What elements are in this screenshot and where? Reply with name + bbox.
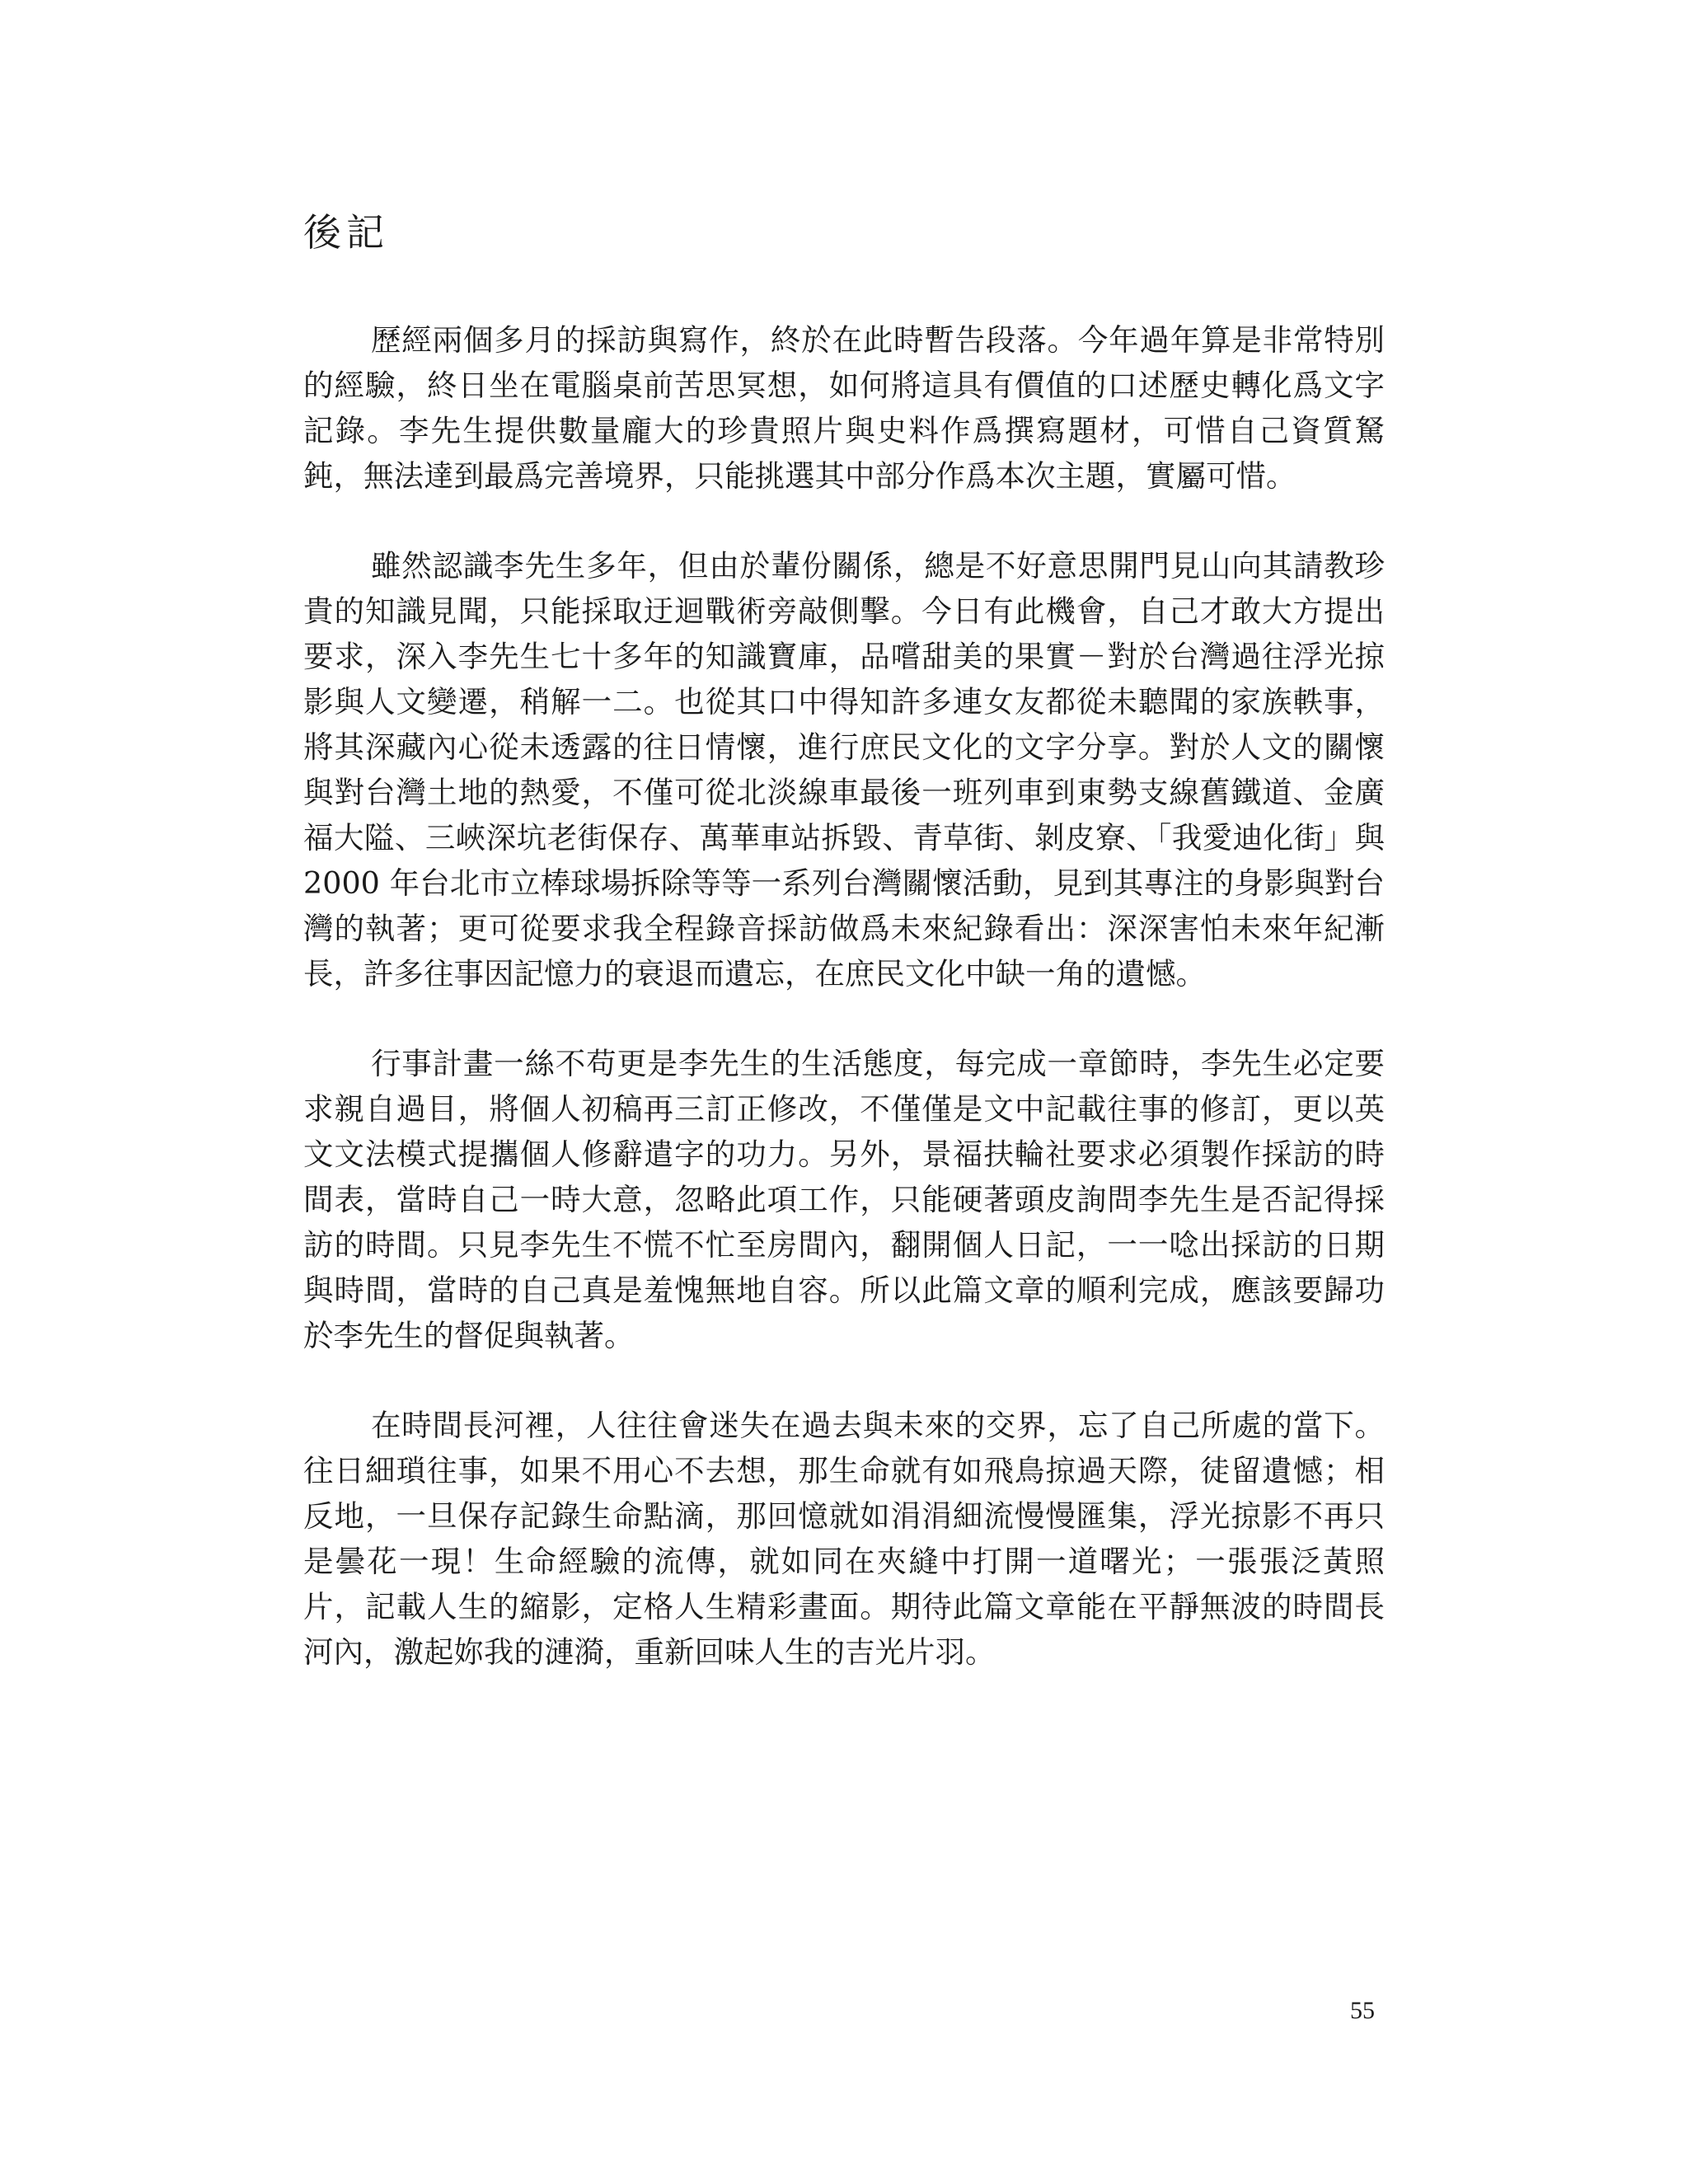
paragraph-2: 雖然認識李先生多年，但由於輩份關係，總是不好意思開門見山向其請教珍貴的知識見聞，只能採取迂迴戰術旁敲側擊。今日有此機會，自己才敢大方提出要求，深入李先生七十多年的知識寶庫，品嚐甜美的果實－對於台灣過往浮光掠影與人文變遷，稍解一二。也從其口中得知許多連女友都從未聽聞的家族軼事，將其深藏內心從未透露的往日情懷，進行庶民文化的文字分享。對於人文的關懷與對台灣土地的熱愛，不僅可從北淡線車最後一班列車到東勢支線舊鐵道、金廣福大隘、三峽深坑老街保存、萬華車站拆毀、青草街、剝皮寮、「我愛迪化街」與 2000 年台北市立棒球場拆除等等一系列台灣關懷活動，見到其專注的身影與對台灣的執著；更可從要求我全程錄音採訪做爲未來紀錄看出：深深害怕未來年紀漸長，許多往事因記憶力的衰退而遺忘，在庶民文化中缺一角的遺憾。 (303, 548, 1385, 991)
page-number: 55 (1350, 1997, 1375, 2024)
page-title: 後記 (303, 210, 389, 255)
paragraph-1: 歷經兩個多月的採訪與寫作，終於在此時暫告段落。今年過年算是非常特別的經驗，終日坐在電腦桌前苦思冥想，如何將這具有價值的口述歷史轉化爲文字記錄。李先生提供數量龐大的珍貴照片與史料作爲撰寫題材，可惜自己資質駑鈍，無法達到最爲完善境界，只能挑選其中部分作爲本次主題，實屬可惜。 (303, 322, 1385, 494)
paragraph-4: 在時間長河裡，人往往會迷失在過去與未來的交界，忘了自己所處的當下。往日細瑣往事，如果不用心不去想，那生命就有如飛鳥掠過天際，徒留遺憾；相反地，一旦保存記錄生命點滴，那回憶就如涓涓細流慢慢匯集，浮光掠影不再只是曇花一現！生命經驗的流傳，就如同在夾縫中打開一道曙光；一張張泛黃照片，記載人生的縮影，定格人生精彩畫面。期待此篇文章能在平靜無波的時間長河內，激起妳我的漣漪，重新回味人生的吉光片羽。 (303, 1408, 1385, 1670)
body-text (303, 317, 1385, 1719)
paragraph-3: 行事計畫一絲不苟更是李先生的生活態度，每完成一章節時，李先生必定要求親自過目，將個人初稿再三訂正修改，不僅僅是文中記載往事的修訂，更以英文文法模式提攜個人修辭遣字的功力。另外，景福扶輪社要求必須製作採訪的時間表，當時自己一時大意，忽略此項工作，只能硬著頭皮詢問李先生是否記得採訪的時間。只見李先生不慌不忙至房間內，翻開個人日記，一一唸出採訪的日期與時間，當時的自己真是羞愧無地自容。所以此篇文章的順利完成，應該要歸功於李先生的督促與執著。 (303, 1046, 1385, 1353)
